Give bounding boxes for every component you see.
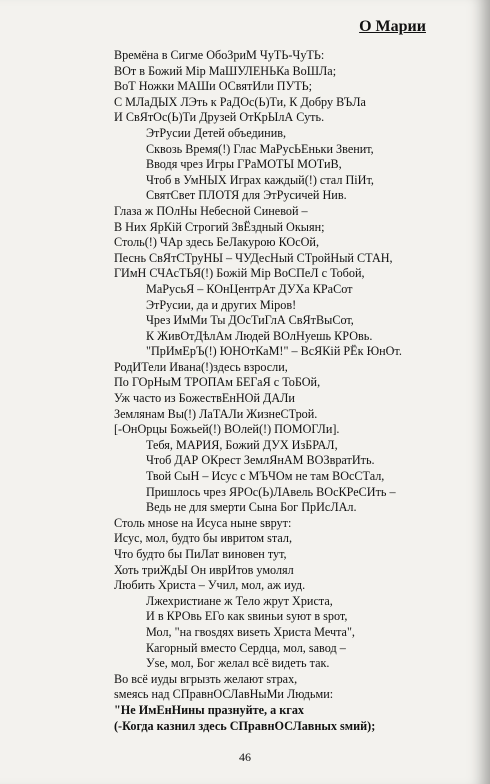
poem-line: sмеясь над СПравнОСЛавНыМи Людьми: bbox=[114, 687, 334, 702]
poem-line: ВоТ Ножки МАШи ОСвятИли ПУТЬ; bbox=[114, 79, 313, 94]
poem-line: ВОт в Божий Mip МаШУЛЕНЬКа ВоШЛа; bbox=[114, 63, 337, 78]
poem-line: (-Когда казнил здесь СПравнОСЛавных sмий); bbox=[114, 718, 376, 733]
poem-line: Кагорный вместо Сердца, мол, sавод – bbox=[146, 640, 346, 655]
page-number: 46 bbox=[239, 750, 251, 764]
poem-line: Глаза ж ПОлНы Небесной Синевой – bbox=[114, 203, 308, 218]
poem-title: О Марии bbox=[359, 18, 426, 35]
poem-line: Тебя, МАРИЯ, Божий ДУХ ИзБРАЛ, bbox=[146, 437, 338, 452]
poem-line: Столь мноsе на Исуса ныне sврут: bbox=[114, 515, 292, 530]
poem-line: МаРусьЯ – КОнЦентрАт ДУХа КРаСот bbox=[146, 281, 353, 296]
poem-line: Ведь не для sмерти Сына Бог ПрИсЛАл. bbox=[146, 500, 357, 515]
poem-line: Уsе, мол, Бог желал всё видеть так. bbox=[146, 656, 330, 671]
poem-line: Столь(!) ЧАр здесь БеЛакурою КОсОй, bbox=[114, 235, 319, 250]
poem-line: Лжехристиане ж Тело жрут Христа, bbox=[146, 593, 333, 608]
poem-line: РодИТели Ивана(!)здесь взросли, bbox=[114, 359, 288, 374]
poem-body bbox=[114, 48, 474, 734]
poem-line: Уж часто из БожествЕнНОй ДАЛи bbox=[114, 391, 295, 406]
poem-line: И в КРОвь ЕГо как sвиньи sуют в sрот, bbox=[146, 609, 348, 624]
poem-line: Мол, "на гвоsдях виsеть Христа Мечта", bbox=[146, 624, 355, 639]
poem-line: И СвЯтОс(Ь)Ти Друзей ОтКрЫлА Суть. bbox=[114, 110, 325, 125]
poem-line: По ГОрНыМ ТРОПАм БЕГаЯ с ТоБОй, bbox=[114, 375, 321, 390]
poem-line: "Не ИмЕнНины празнуйте, а кгах bbox=[114, 702, 305, 717]
poem-line: Исус, мол, будто бы ивритом sтал, bbox=[114, 531, 293, 546]
poem-line: Пришлось чрез ЯРОс(Ь)ЛАвель ВОсКРеСИть – bbox=[146, 484, 396, 499]
poem-line: Песнь СвЯтСТруНЫ – ЧУДесНый СТройНый СТАН, bbox=[114, 250, 393, 265]
poem-line: Времёна в Сигме ОбоЗриМ ЧуТЬ-ЧуТЬ: bbox=[114, 48, 325, 62]
poem-line: Во всё иуды вгрызть желают sтрах, bbox=[114, 671, 298, 686]
poem-line: ГИмН СЧАсТЬЯ(!) Божій Mip ВоСПеЛ с Тобой, bbox=[114, 266, 365, 281]
poem-line: ЭтРусии, да и других Міров! bbox=[146, 297, 297, 312]
poem-line: К ЖивОтДѣлАм Людей ВОлНуешь КРОвь. bbox=[146, 328, 373, 343]
poem-line: Чрез ИмМи Ты ДОсТиГлА СвЯтВыСот, bbox=[146, 313, 354, 328]
poem-line: Хоть триЖдЫ Он иврИтов умолял bbox=[114, 562, 294, 577]
poem-line: Землянам Вы(!) ЛаТАЛи ЖизнеСТрой. bbox=[114, 406, 318, 421]
poem-line: "ПрИмЕрЪ(!) ЮНОтКаМ!" – ВсЯКій РЁк ЮнОт. bbox=[146, 344, 402, 359]
poem-line: Вводя чрез Игры ГРаМОТЫ МОТиВ, bbox=[146, 157, 342, 172]
poem-line: Любить Христа – Учил, мол, аж иуд. bbox=[114, 578, 306, 593]
poem-line: [-ОнОрцы Божьей(!) ВОлей(!) ПОМОГЛи]. bbox=[114, 422, 340, 437]
poem-line: С МЛаДЫХ ЛЭть к РаДОс(Ь)Ти, К Добру ВЪЛа bbox=[114, 94, 366, 109]
poem-line: Сквозь Время(!) Глас МаРусЬЕньки Звенит, bbox=[146, 141, 374, 156]
poem-line: СвятСвет ПЛОТЯ для ЭтРусичей Нив. bbox=[146, 188, 347, 203]
poem-line: Что будто бы ПиЛат виновен тут, bbox=[114, 547, 287, 561]
poem-line: Твой СыН – Исус с МЪЧОм не там ВОсСТал, bbox=[146, 469, 385, 484]
poem-line: Чтоб ДАР ОКрест ЗемлЯнАМ ВОЗвратИть. bbox=[146, 453, 375, 468]
poem-line: В Них ЯрКій Строгий ЗвЁздный Окыян; bbox=[114, 219, 325, 234]
poem-line: Чтоб в УмНЫХ Играх каждый(!) стал ПіИт, bbox=[146, 172, 374, 187]
poem-line: ЭтРусии Детей объединив, bbox=[146, 125, 287, 140]
